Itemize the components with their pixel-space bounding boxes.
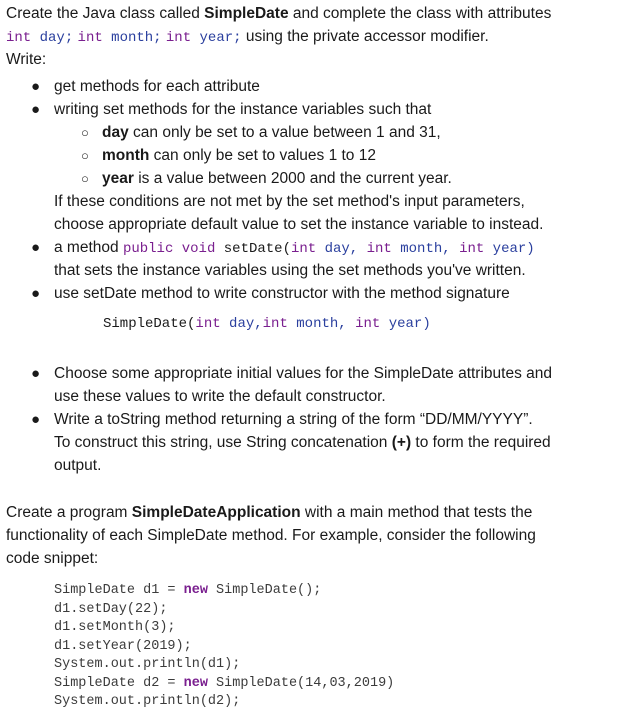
keyword-int: int [165,30,192,46]
bullet-icon: ● [31,78,41,95]
bullet-constructor: ● use setDate method to write constructor with the method signature [6,282,616,305]
code-line: d1.setDay(22); [54,601,168,617]
sub-bullet-year: ○ year is a value between 2000 and the current year. [6,167,616,190]
tostring-line-2: To construct this string, use String concatenation (+) to form the required [54,434,551,451]
write-heading: Write: [6,51,47,68]
bullet-icon: ● [31,365,41,382]
bullet-icon: ● [31,411,41,428]
bullet-default-constructor: ● Choose some appropriate initial values for the SimpleDate attributes and [6,362,616,385]
bullet-icon: ● [31,285,41,302]
intro-line-2 [6,25,616,48]
bullet-setdate-method: ● a method public void setDate(int day, int month, int year) [6,236,616,259]
conditions-line-2: choose appropriate default value to set the instance variable to instead. [54,216,544,233]
setdate-description: that sets the instance variables using the set methods you've written. [54,262,526,279]
intro-text: using the private accessor modifier. [241,28,489,45]
sub-bullet-month: ○ month can only be set to values 1 to 12 [6,144,616,167]
code-line: System.out.println(d2); [54,694,241,709]
bullet-icon: ● [31,101,41,118]
class-name-simpledate: SimpleDate [204,5,289,22]
intro-line-1 [6,2,616,25]
constructor-signature: SimpleDate(int day,int month, int year) [103,316,431,332]
class-name-simpledateapplication: SimpleDateApplication [131,504,301,521]
bullet-set-methods: ● writing set methods for the instance variables such that [6,98,616,121]
code-line: SimpleDate d1 = new SimpleDate(); [54,583,322,598]
attr-day: day; [31,30,74,46]
program-line-1: Create a program SimpleDateApplication with a main method that tests the [6,504,533,521]
attr-year: year; [191,30,242,46]
keyword-int: int [77,30,103,46]
bullet-get-methods: ● get methods for each attribute [6,75,616,98]
circle-bullet-icon: ○ [81,125,89,140]
intro-text: and complete the class with attributes [288,5,552,22]
bullet-icon: ● [31,239,41,256]
tostring-line-3: output. [54,457,102,474]
code-line: System.out.println(d1); [54,657,241,672]
assignment-document [6,0,616,570]
sub-bullet-day: ○ day can only be set to a value between 1 and 31, [6,121,616,144]
default-constructor-line-2: use these values to write the default constructor. [54,388,386,405]
program-line-2: functionality of each SimpleDate method. For example, consider the following [6,527,536,544]
conditions-line-1: If these conditions are not met by the set method's input parameters, [54,193,525,210]
intro-text: Create the Java class called [6,5,205,22]
attr-month: month; [102,30,162,46]
code-line: SimpleDate d2 = new SimpleDate(14,03,2019) [54,675,395,691]
code-line: d1.setYear(2019); [54,638,192,654]
bullet-tostring: ● Write a toString method returning a string of the form “DD/MM/YYYY”. [6,408,616,431]
circle-bullet-icon: ○ [81,148,89,163]
circle-bullet-icon: ○ [81,171,89,186]
code-snippet [54,582,394,712]
code-line: d1.setMonth(3); [54,620,176,635]
program-line-3: code snippet: [6,550,99,567]
keyword-int: int [6,30,32,46]
